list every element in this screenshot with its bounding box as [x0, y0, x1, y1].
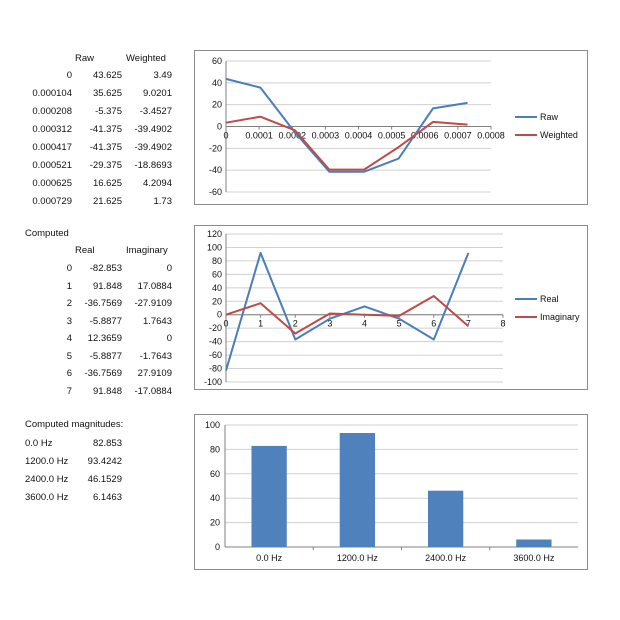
chart-magnitudes-svg	[195, 415, 587, 569]
table-cell-real: -82.853	[89, 263, 122, 274]
table-cell-time: 0.000625	[32, 178, 72, 189]
x-tick-label: 6	[431, 318, 437, 329]
magnitude-frequency: 0.0 Hz	[25, 438, 53, 449]
table-cell-index: 1	[66, 280, 72, 292]
bar-0-0-hz	[251, 446, 286, 547]
magnitude-value: 46.1529	[87, 474, 122, 485]
table-cell-time: 0.000521	[32, 160, 72, 171]
y-tick-label: -60	[208, 187, 222, 197]
x-tick-label: 2400.0 Hz	[425, 553, 467, 563]
x-tick-label: 0.0002	[278, 130, 307, 141]
y-tick-label: 60	[209, 468, 220, 479]
y-tick-label: 60	[211, 56, 222, 66]
y-tick-label: 0	[216, 121, 222, 132]
table-cell-raw: -41.375	[89, 124, 122, 135]
x-tick-label: 2	[292, 318, 298, 329]
table-cell-weighted: -18.8693	[134, 160, 172, 171]
table-cell-real: -36.7569	[84, 298, 122, 309]
x-tick-label: 7	[465, 318, 471, 329]
table-cell-real: -5.8877	[89, 350, 122, 362]
table-cell-index: 6	[66, 368, 72, 379]
table-cell-index: 4	[66, 333, 72, 344]
x-tick-label: 1200.0 Hz	[336, 553, 378, 563]
table-cell-time: 0.000208	[32, 106, 72, 117]
table-cell-index: 3	[66, 315, 72, 327]
x-tick-label: 0	[223, 130, 229, 141]
table-cell-index: 2	[66, 298, 72, 309]
table-cell-raw: 21.625	[92, 196, 122, 207]
table-cell-time: 0.000729	[32, 196, 72, 207]
y-tick-label: 0	[216, 309, 222, 320]
legend-label: Imaginary	[540, 312, 580, 322]
bar-2400-0-hz	[428, 491, 463, 547]
table-cell-weighted: 3.49	[153, 70, 172, 81]
chart-real-imaginary[interactable]	[194, 225, 588, 390]
x-tick-label: 0.0004	[344, 130, 373, 141]
table-cell-imaginary: -17.0884	[134, 385, 172, 397]
y-tick-label: 20	[211, 296, 222, 307]
header-imaginary: Imaginary	[126, 245, 168, 256]
table-cell-index: 0	[66, 263, 72, 274]
table-cell-time: 0	[66, 70, 72, 81]
table-cell-imaginary: -27.9109	[134, 298, 172, 309]
table-cell-time: 0.000417	[32, 142, 72, 153]
magnitudes-label: Computed magnitudes:	[25, 419, 124, 430]
table-cell-time: 0.000312	[32, 124, 72, 135]
table-cell-raw: 43.625	[92, 70, 122, 81]
table-cell-real: -36.7569	[84, 368, 122, 379]
y-tick-label: 80	[211, 255, 222, 266]
x-tick-label: 0.0006	[410, 130, 439, 141]
magnitude-value: 6.1463	[92, 492, 122, 503]
y-tick-label: -20	[208, 143, 222, 154]
table-cell-real: 91.848	[92, 385, 122, 397]
table-cell-weighted: -39.4902	[134, 124, 172, 135]
y-tick-label: 120	[206, 229, 222, 239]
table-cell-index: 5	[66, 350, 72, 362]
magnitude-frequency: 2400.0 Hz	[25, 474, 69, 485]
y-tick-label: 80	[209, 444, 220, 455]
bar-3600-0-hz	[516, 540, 551, 547]
table-cell-raw: -41.375	[89, 142, 122, 153]
bar-1200-0-hz	[340, 433, 375, 547]
y-tick-label: 100	[206, 242, 222, 253]
y-tick-label: -40	[208, 336, 222, 347]
magnitude-frequency: 1200.0 Hz	[25, 456, 69, 467]
table-cell-imaginary: 0	[166, 333, 172, 344]
header-weighted: Weighted	[126, 53, 166, 64]
chart-real-imaginary-svg	[195, 226, 587, 389]
x-tick-label: 0	[223, 318, 229, 329]
x-tick-label: 0.0001	[245, 130, 273, 141]
table-cell-imaginary: 17.0884	[137, 280, 172, 292]
x-tick-label: 4	[361, 318, 368, 329]
table-cell-imaginary: -1.7643	[139, 350, 172, 362]
table-cell-raw: -29.375	[89, 160, 122, 171]
y-tick-label: 40	[211, 282, 222, 293]
table-cell-real: -5.8877	[89, 315, 122, 327]
y-tick-label: 100	[204, 420, 220, 430]
table-cell-weighted: 1.73	[153, 196, 172, 207]
x-tick-label: 0.0005	[377, 130, 406, 141]
y-tick-label: 40	[209, 493, 220, 504]
y-tick-label: 0	[214, 542, 220, 552]
table-cell-time: 0.000104	[32, 88, 72, 99]
magnitude-value: 82.853	[92, 438, 122, 449]
header-raw: Raw	[75, 53, 95, 64]
table-cell-weighted: -3.4527	[139, 106, 172, 117]
table-cell-imaginary: 0	[166, 263, 172, 274]
table-cell-imaginary: 27.9109	[137, 368, 172, 379]
table-cell-raw: -5.375	[95, 106, 122, 117]
computed-label: Computed	[25, 228, 69, 239]
legend-label: Real	[540, 294, 559, 304]
x-tick-label: 0.0 Hz	[256, 553, 283, 563]
chart-magnitudes[interactable]	[194, 414, 588, 570]
table-cell-imaginary: 1.7643	[142, 315, 172, 327]
series-line-weighted	[226, 117, 468, 170]
y-tick-label: -20	[208, 323, 222, 334]
table-cell-weighted: 9.0201	[142, 88, 172, 99]
y-tick-label: -100	[203, 377, 222, 387]
chart-raw-weighted-svg	[195, 51, 587, 204]
y-tick-label: 20	[209, 517, 220, 528]
y-tick-label: -80	[208, 363, 222, 374]
series-line-raw	[226, 79, 468, 172]
table-cell-index: 7	[66, 385, 72, 397]
x-tick-label: 5	[396, 318, 402, 329]
y-tick-label: 60	[211, 269, 222, 280]
x-tick-label: 0.0003	[311, 130, 340, 141]
y-tick-label: 40	[211, 77, 222, 88]
table-cell-weighted: 4.2094	[142, 178, 172, 189]
table-cell-raw: 35.625	[92, 88, 122, 99]
legend-label: Weighted	[540, 130, 578, 140]
table-cell-weighted: -39.4902	[134, 142, 172, 153]
table-cell-real: 91.848	[92, 280, 122, 292]
header-real: Real	[75, 245, 95, 256]
magnitude-frequency: 3600.0 Hz	[25, 492, 69, 503]
y-tick-label: 20	[211, 99, 222, 110]
table-cell-real: 12.3659	[87, 333, 122, 344]
y-tick-label: -40	[208, 165, 222, 176]
magnitude-value: 93.4242	[87, 456, 122, 467]
x-tick-label: 0.0007	[444, 130, 472, 141]
series-line-real	[226, 253, 468, 371]
x-tick-label: 3600.0 Hz	[513, 553, 555, 563]
x-tick-label: 0.0008	[477, 130, 505, 141]
x-tick-label: 1	[258, 318, 264, 329]
y-tick-label: -60	[208, 350, 222, 361]
x-tick-label: 8	[500, 318, 506, 329]
table-cell-raw: 16.625	[92, 178, 122, 189]
x-tick-label: 3	[327, 318, 333, 329]
legend-label: Raw	[540, 112, 559, 122]
chart-raw-weighted[interactable]	[194, 50, 588, 205]
